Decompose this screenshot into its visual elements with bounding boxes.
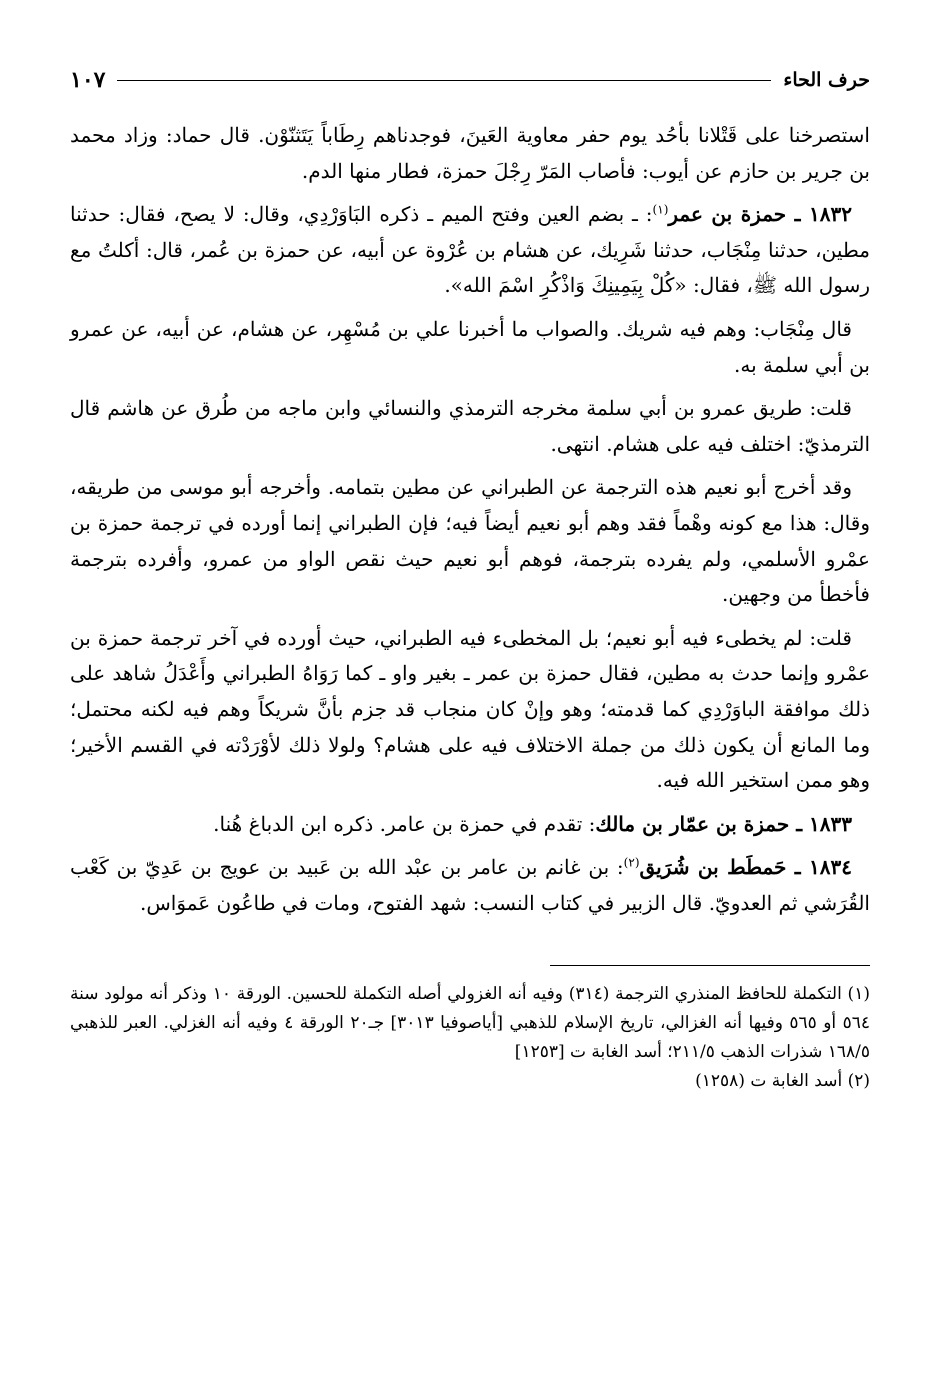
footnotes — [70, 980, 870, 1096]
paragraph-text: قلت: طريق عمرو بن أبي سلمة مخرجه الترمذي والنسائي وابن ماجه من طُرق عن هاشم قال الترمذيّ: اختلف فيه على هشام. انتهى. — [70, 396, 870, 456]
entry-text: : تقدم في حمزة بن عامر. ذكره ابن الدباغ هُنا. — [213, 811, 596, 836]
paragraph — [70, 470, 870, 612]
page-number: ١٠٧ — [70, 67, 106, 93]
entry-title: ١٨٣٤ ـ حَمطَط بن شُرَيق — [639, 855, 852, 880]
entry-1832 — [70, 197, 870, 304]
paragraph-text: قال مِنْجَاب: وهم فيه شريك. والصواب ما أخبرنا علي بن مُسْهِر، عن هشام، عن أبيه، عن عمرو بن أبي سلمة به. — [70, 316, 870, 377]
running-title: حرف الحاء — [783, 69, 870, 91]
entry-text: : ـ بضم العين وفتح الميم ـ ذكره البَاوَرْدِي، وقال: لا يصح، فقال: حدثنا مطين، حدثنا مِنْجَاب، حدثنا شَرِيك، عن هشام بن عُرْوة عن أبيه، عن حمزة بن عُمر، قال: أكلتُ مع رسول الله ﷺ، فقال: «كُلْ بِيَمِينِكَ وَاذْكُرِ اسْمَ الله». — [70, 202, 870, 298]
footnote: (١) التكملة للحافظ المنذري الترجمة (٣١٤) وفيه أنه الغزولي أصله التكملة للحسين. الورقة ١٠ وذكر أنه مولود سنة ٥٦٤ أو ٥٦٥ وفيها أنه الغزالي، تاريخ الإسلام للذهبي [أياصوفيا ٣٠١٣] جـ٢٠ الورقة ٤ وفيه أنه الغزلي. العبر للذهبي ١٦٨/٥ شذرات الذهب ٢١١/٥؛ أسد الغابة ت [١٢٥٣] — [70, 984, 870, 1063]
paragraph-text: وقد أخرج أبو نعيم هذه الترجمة عن الطبراني عن مطين بتمامه. وأخرجه أبو موسى من طريقه، وقال: هذا مع كونه وهْماً فقد وهم أبو نعيم أيضاً فيه؛ فإن الطبراني إنما أورده في ترجمة حمزة بن عمْرو الأسلمي، ولم يفرده بترجمة، فوهم أبو نعيم حيث نقص الواو من عمرو، وأفرده بترجمة فأخطأ من وجهين. — [70, 475, 870, 607]
page-header — [70, 60, 870, 100]
entry-title: ١٨٣٢ ـ حمزة بن عمر — [668, 202, 852, 227]
entry-1833 — [70, 807, 870, 843]
paragraph-text: قلت: لم يخطىء فيه أبو نعيم؛ بل المخطىء فيه الطبراني، حيث أورده في آخر ترجمة حمزة بن عمْرو وإنما حدث به مطين، فقال حمزة بن عمر ـ بغير واو ـ كما رَوَاهُ الطبراني وأَعْدَلُ شاهد على ذلك موافقة الباوَرْدِي كما قدمته؛ وهو وإنْ كان منجاب قد جزم بأنَّ شريكاً وهم فيه لكنه محتمل؛ وما المانع أن يكون ذلك من جملة الاختلاف فيه على هشام؟ ولولا ذلك لأوْرَدْته في القسم الأخير؛ وهو ممن استخير الله فيه. — [70, 625, 870, 793]
footnote-ref: (٢) — [623, 855, 640, 870]
main-text — [70, 118, 870, 921]
footnote: (٢) أسد الغابة ت (١٢٥٨) — [695, 1071, 870, 1092]
paragraph-text: استصرخنا على قَتْلانا بأحُد يوم حفر معاوية العَينَ، فوجدناهم رِطَاباً يَتَثنّوْن. قال حماد: وزاد محمد بن جرير بن حازم عن أيوب: فأصاب المَرّ رِجْلَ حمزة، فطار منها الدم. — [70, 123, 870, 183]
footnote-ref: (١) — [652, 202, 669, 217]
book-page — [70, 60, 870, 1360]
paragraph — [70, 391, 870, 462]
paragraph — [70, 621, 870, 799]
paragraph — [70, 312, 870, 383]
paragraph — [70, 118, 870, 189]
entry-text: : بن غانم بن عامر بن عبْد الله بن عَبيد بن عويج بن عَدِيّ بن كَعْب القُرَشي ثم العدويّ. قال الزبير في كتاب النسب: شهد الفتوح، ومات في طاعُون عَموَاس. — [70, 855, 870, 915]
entry-1834 — [70, 850, 870, 921]
footnote-separator — [550, 965, 870, 966]
entry-title: ١٨٣٣ ـ حمزة بن عمّار بن مالك — [595, 811, 852, 836]
header-rule — [117, 80, 771, 81]
